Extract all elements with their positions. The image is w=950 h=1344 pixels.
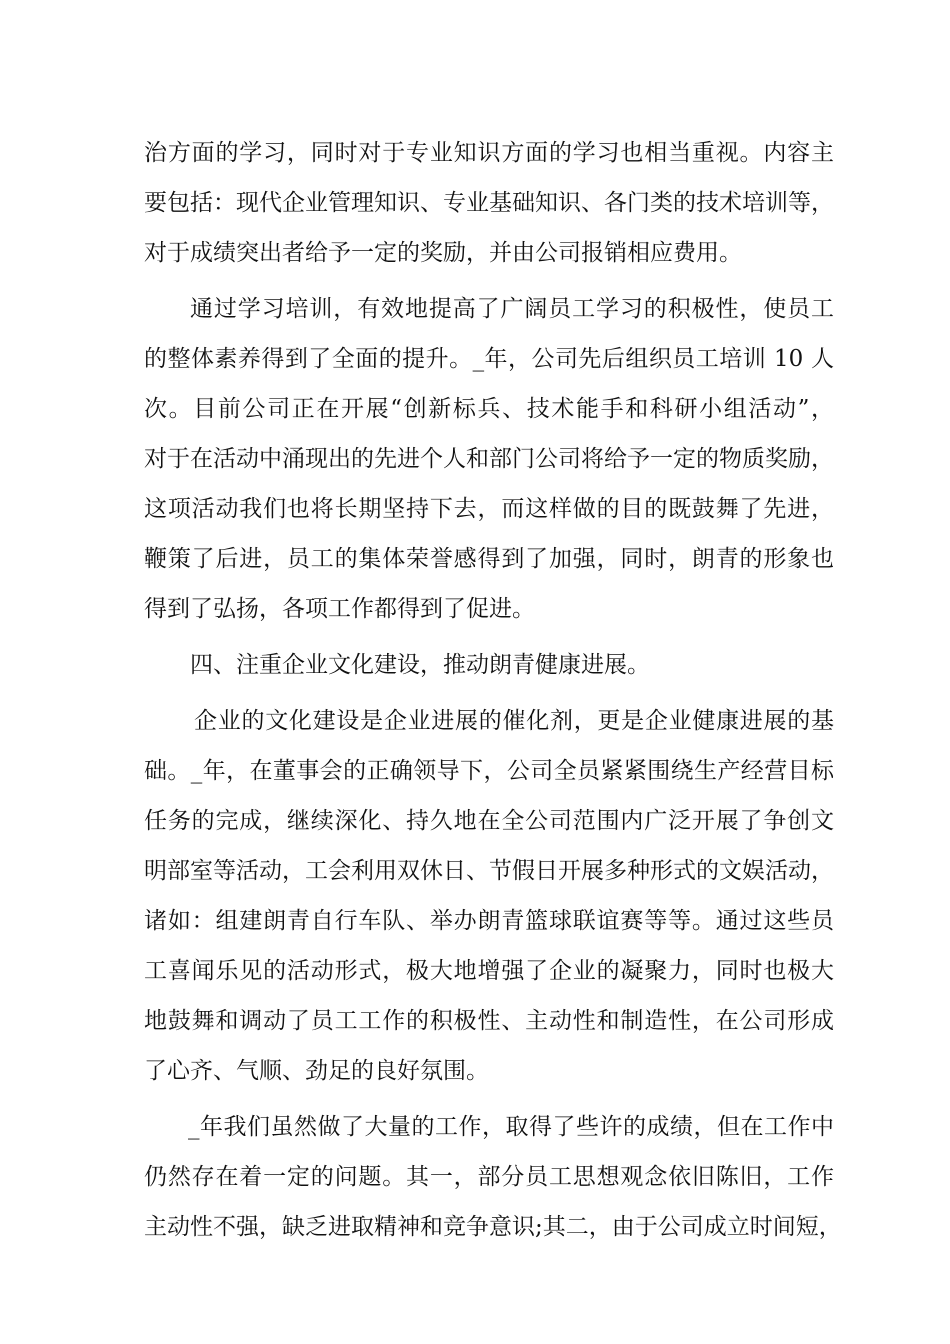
document-body <box>144 128 842 1252</box>
text-line: 鞭策了后进，员工的集体荣誉感得到了加强，同时，朗青的形象也 <box>144 546 834 572</box>
paragraph-problems <box>144 1102 842 1252</box>
text-line: 次。目前公司正在开展“创新标兵、技术能手和科研小组活动”， <box>144 396 834 422</box>
text-line: 这项活动我们也将长期坚持下去，而这样做的目的既鼓舞了先进， <box>144 496 834 522</box>
paragraph-corporate-culture <box>144 696 834 1096</box>
paragraph-training-content <box>144 128 834 278</box>
text-line: 通过学习培训，有效地提高了广阔员工学习的积极性，使员工 <box>190 296 834 322</box>
text-line: 治方面的学习，同时对于专业知识方面的学习也相当重视。内容主 <box>144 140 834 166</box>
text-line: 要包括：现代企业管理知识、专业基础知识、各门类的技术培训等， <box>144 190 834 216</box>
text-line: 得到了弘扬，各项工作都得到了促进。 <box>144 596 535 622</box>
text-line: 对于成绩突出者给予一定的奖励，并由公司报销相应费用。 <box>144 240 742 266</box>
section-heading: 四、注重企业文化建设，推动朗青健康进展。 <box>190 652 650 678</box>
text-line: 仍然存在着一定的问题。其一，部分员工思想观念依旧陈旧，工作 <box>144 1164 834 1190</box>
text-line: 的整体素养得到了全面的提升。_年，公司先后组织员工培训 10 人 <box>144 346 834 372</box>
text-line: 诸如：组建朗青自行车队、举办朗青篮球联谊赛等等。通过这些员 <box>144 908 834 934</box>
text-line: 地鼓舞和调动了员工工作的积极性、主动性和制造性，在公司形成 <box>144 1008 834 1034</box>
text-line: 任务的完成，继续深化、持久地在全公司范围内广泛开展了争创文 <box>144 808 834 834</box>
text-line: 明部室等活动，工会利用双休日、节假日开展多种形式的文娱活动， <box>144 858 834 884</box>
text-line: 对于在活动中涌现出的先进个人和部门公司将给予一定的物质奖励， <box>144 446 834 472</box>
text-line: 了心齐、气顺、劲足的良好氛围。 <box>144 1058 489 1084</box>
paragraph-training-results <box>144 284 834 634</box>
text-line: _年我们虽然做了大量的工作，取得了些许的成绩，但在工作中 <box>188 1114 834 1140</box>
text-line: 工喜闻乐见的活动形式，极大地增强了企业的凝聚力，同时也极大 <box>144 958 834 984</box>
text-line: 础。_年，在董事会的正确领导下，公司全员紧紧围绕生产经营目标 <box>144 758 834 784</box>
text-line: 企业的文化建设是企业进展的催化剂，更是企业健康进展的基 <box>194 708 834 734</box>
text-line: 主动性不强，缺乏进取精神和竞争意识;其二，由于公司成立时间短， <box>144 1214 842 1240</box>
